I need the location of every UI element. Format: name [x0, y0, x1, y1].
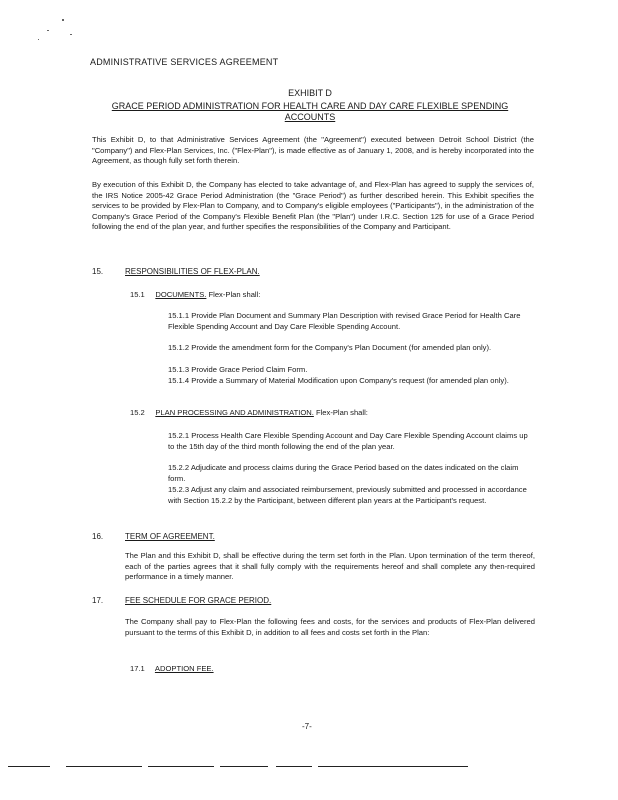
section-15-title: RESPONSIBILITIES OF FLEX-PLAN. — [125, 267, 260, 276]
exhibit-title-line1: GRACE PERIOD ADMINISTRATION FOR HEALTH CARE AND DAY CARE FLEXIBLE SPENDING — [111, 101, 509, 111]
item-number: 15.2.1 — [168, 431, 190, 440]
intro-paragraph-2: By execution of this Exhibit D, the Company has elected to take advantage of, and Flex-Plan has agreed to supply the services of, the IRS Notice 2005-42 Grace Period Administration (the "Grace Period") as further described herein. This Exhibit specifies the services to be provided by Flex-Plan to Company, and to Company's eligible employees ("Participants"), in the administration of the Company's Grace Period of the Company's Flexible Benefit Plan (the "Plan") under I.R.C. Section 125 for use of a Grace Period following the end of the plan year, and further specifies the responsibilities of the Company and Participant. — [92, 180, 534, 232]
section-17-1-heading — [130, 664, 214, 675]
section-15-1-number: 15.1 — [130, 290, 145, 299]
section-17-1-label: ADOPTION FEE. — [154, 664, 214, 673]
item-number: 15.1.4 — [168, 376, 190, 385]
item-text: Provide the amendment form for the Company's Plan Document (for amended plan only). — [191, 343, 492, 352]
item-text: Adjust any claim and associated reimbursement, previously submitted and processed in accordance with Section 15.2.2 by the Participant, between different plan years at the Participant's request. — [168, 485, 527, 505]
item-number: 15.1.3 — [168, 365, 190, 374]
section-15-number: 15. — [92, 267, 104, 276]
footer-rule — [8, 766, 50, 767]
section-17-number: 17. — [92, 596, 104, 605]
item-number: 15.1.1 — [168, 311, 190, 320]
section-15-1-heading — [130, 290, 260, 301]
footer-rule — [318, 766, 468, 767]
section-15-2-label: PLAN PROCESSING AND ADMINISTRATION. — [155, 408, 314, 417]
section-15-1-label: DOCUMENTS. — [155, 290, 207, 299]
section-16-title: TERM OF AGREEMENT. — [125, 532, 215, 541]
list-item — [168, 343, 528, 354]
list-item — [168, 365, 528, 376]
section-15-2-number: 15.2 — [130, 408, 145, 417]
scan-speck — [47, 30, 49, 31]
scan-speck — [62, 19, 64, 21]
section-17-body: The Company shall pay to Flex-Plan the following fees and costs, for the services and products of Flex-Plan delivered pursuant to the terms of this Exhibit D, in addition to all fees and costs set forth in the Plan: — [125, 617, 535, 637]
item-number: 15.1.2 — [168, 343, 190, 352]
section-16-number: 16. — [92, 532, 104, 541]
item-text: Adjudicate and process claims during the Grace Period based on the dates indicated on the claim form. — [168, 463, 519, 483]
section-16-body: The Plan and this Exhibit D, shall be effective during the term set forth in the Plan. Upon termination of the term thereof, each of the parties agrees that it shall fully comply with the requirements hereof and shall complete any then-required performance in a timely manner. — [125, 551, 535, 582]
section-17-title: FEE SCHEDULE FOR GRACE PERIOD. — [125, 596, 272, 605]
item-number: 15.2.3 — [168, 485, 190, 494]
list-item — [168, 311, 528, 332]
page-number: -7- — [302, 722, 312, 731]
scan-speck — [38, 39, 39, 40]
section-17-1-number: 17.1 — [130, 664, 145, 673]
footer-rule — [148, 766, 214, 767]
scan-speck — [70, 34, 72, 35]
section-15-2-rest: Flex-Plan shall: — [313, 408, 368, 417]
item-number: 15.2.2 — [168, 463, 190, 472]
list-item — [168, 463, 530, 484]
footer-rule — [276, 766, 312, 767]
list-item — [168, 376, 528, 387]
intro-paragraph-1: This Exhibit D, to that Administrative Services Agreement (the "Agreement") executed between Detroit School District (the "Company") and Flex-Plan Services, Inc. ("Flex-Plan"), is made effective as of January 1, 2008, and is hereby incorporated into the Agreement, as though fully set forth therein. — [92, 135, 534, 166]
section-15-1-rest: Flex-Plan shall: — [206, 290, 261, 299]
list-item — [168, 485, 530, 506]
section-15-2-heading — [130, 408, 368, 419]
document-header: ADMINISTRATIVE SERVICES AGREEMENT — [90, 57, 279, 67]
item-text: Provide Grace Period Claim Form. — [191, 365, 308, 374]
item-text: Process Health Care Flexible Spending Account and Day Care Flexible Spending Account claims up to the 15th day of the third month following the end of the plan year. — [168, 431, 528, 451]
list-item — [168, 431, 530, 452]
item-text: Provide a Summary of Material Modification upon Company's request (for amended plan only). — [191, 376, 509, 385]
item-text: Provide Plan Document and Summary Plan Description with revised Grace Period for Health Care Flexible Spending Account and Day Care Flexible Spending Account. — [168, 311, 521, 331]
footer-rule — [220, 766, 268, 767]
exhibit-title-line2: ACCOUNTS — [284, 112, 336, 122]
exhibit-label: EXHIBIT D — [288, 88, 332, 98]
footer-rule — [66, 766, 142, 767]
